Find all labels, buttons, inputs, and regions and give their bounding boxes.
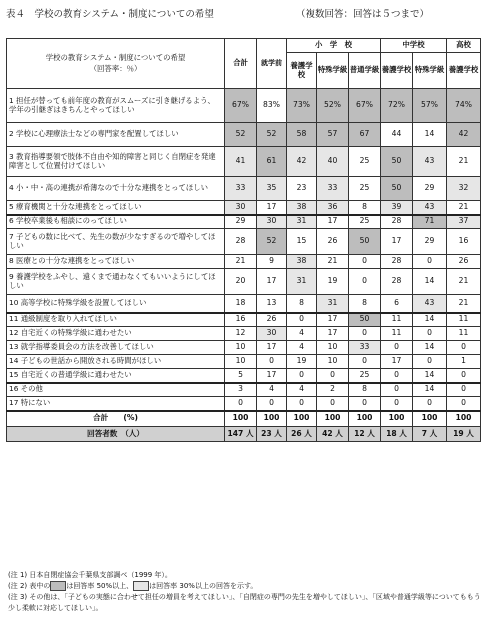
table-row xyxy=(7,89,481,123)
note-2-a: (注 2) 表中の xyxy=(8,581,51,590)
value-cell: 11 xyxy=(447,327,481,341)
value-cell: 11 xyxy=(381,313,413,327)
value-cell: 19 人 xyxy=(447,427,481,442)
value-cell: 10 xyxy=(317,341,349,355)
value-cell: 40 xyxy=(317,147,349,177)
value-cell: 12 人 xyxy=(349,427,381,442)
value-cell: 8 xyxy=(349,201,381,215)
value-cell: 28 xyxy=(381,255,413,269)
value-cell: 100 xyxy=(447,411,481,427)
group-header-high: 高校 xyxy=(447,39,481,53)
table-note: （複数回答：回答は５つまで） xyxy=(296,9,430,20)
value-cell: 50 xyxy=(381,147,413,177)
value-cell: 17 xyxy=(257,341,287,355)
value-cell: 28 xyxy=(381,269,413,295)
value-cell: 15 xyxy=(287,229,317,255)
value-cell: 33 xyxy=(225,177,257,201)
group-header-elementary: 小 学 校 xyxy=(287,39,381,53)
value-cell: 6 xyxy=(381,295,413,313)
total-row-label: 合計 (%) xyxy=(7,411,225,427)
value-cell: 23 xyxy=(287,177,317,201)
value-cell: 0 xyxy=(381,383,413,397)
value-cell: 17 xyxy=(257,201,287,215)
value-cell: 16 xyxy=(225,313,257,327)
value-cell: 8 xyxy=(287,295,317,313)
question-cell: 10 高等学校に特殊学級を設置してほしい xyxy=(7,295,225,313)
value-cell: 0 xyxy=(257,355,287,369)
value-cell: 72% xyxy=(381,89,413,123)
value-cell: 17 xyxy=(317,215,349,229)
value-cell: 21 xyxy=(447,147,481,177)
question-cell: 2 学校に心理療法士などの専門家を配置してほしい xyxy=(7,123,225,147)
value-cell: 0 xyxy=(317,397,349,411)
value-cell: 42 人 xyxy=(317,427,349,442)
value-cell: 0 xyxy=(413,397,447,411)
table-row xyxy=(7,327,481,341)
value-cell: 67% xyxy=(349,89,381,123)
value-cell: 36 xyxy=(317,201,349,215)
group-header-junior: 中学校 xyxy=(381,39,447,53)
question-cell: 15 自宅近くの普通学級に通わせたい xyxy=(7,369,225,383)
question-cell: 5 療育機関と十分な連携をとってほしい xyxy=(7,201,225,215)
question-cell: 9 養護学校をふやし、遠くまで通わなくてもいいようにしてほしい xyxy=(7,269,225,295)
value-cell: 50 xyxy=(349,229,381,255)
value-cell: 31 xyxy=(317,295,349,313)
value-cell: 32 xyxy=(447,177,481,201)
value-cell: 29 xyxy=(413,177,447,201)
value-cell: 30 xyxy=(257,215,287,229)
value-cell: 0 xyxy=(381,341,413,355)
question-cell: 1 担任が替っても前年度の教育がスムーズに引き継げるよう、学年の引継ぎはきちんとやってほしい xyxy=(7,89,225,123)
value-cell: 10 xyxy=(225,341,257,355)
value-cell: 43 xyxy=(413,295,447,313)
value-cell: 25 xyxy=(349,215,381,229)
value-cell: 100 xyxy=(287,411,317,427)
question-cell: 13 就学指導委員会の方法を改善してほしい xyxy=(7,341,225,355)
value-cell: 0 xyxy=(447,369,481,383)
swatch-light xyxy=(133,581,149,591)
value-cell: 41 xyxy=(225,147,257,177)
question-cell: 12 自宅近くの特殊学級に通わせたい xyxy=(7,327,225,341)
value-cell: 83% xyxy=(257,89,287,123)
value-cell: 2 xyxy=(317,383,349,397)
value-cell: 0 xyxy=(317,369,349,383)
value-cell: 25 xyxy=(349,369,381,383)
value-cell: 33 xyxy=(317,177,349,201)
value-cell: 50 xyxy=(381,177,413,201)
value-cell: 17 xyxy=(381,229,413,255)
value-cell: 43 xyxy=(413,147,447,177)
question-cell: 14 子どもの世話から開放される時間がほしい xyxy=(7,355,225,369)
value-cell: 0 xyxy=(349,269,381,295)
value-cell: 35 xyxy=(257,177,287,201)
value-cell: 0 xyxy=(349,255,381,269)
note-2-b: は回答率 50%以上、 xyxy=(66,581,134,590)
header xyxy=(6,4,486,22)
value-cell: 17 xyxy=(257,269,287,295)
value-cell: 43 xyxy=(413,201,447,215)
corner-sub: （回答率：％） xyxy=(89,63,142,73)
value-cell: 29 xyxy=(225,215,257,229)
corner-label: 学校の教育システム・制度についての希望 xyxy=(45,52,186,62)
table-title: 表４ 学校の教育システム・制度についての希望 xyxy=(6,9,214,20)
value-cell: 100 xyxy=(317,411,349,427)
value-cell: 38 xyxy=(287,201,317,215)
value-cell: 61 xyxy=(257,147,287,177)
value-cell: 25 xyxy=(349,177,381,201)
value-cell: 18 xyxy=(225,295,257,313)
note-1: (注 1) 日本自閉症協会千葉県支部調べ（1999 年）。 xyxy=(8,571,172,579)
question-cell: 17 特にない xyxy=(7,397,225,411)
value-cell: 10 xyxy=(317,355,349,369)
value-cell: 0 xyxy=(381,369,413,383)
question-cell: 3 教育指導要領で肢体不自由や知的障害と同じく自閉症を発達障害として位置付けてほしい xyxy=(7,147,225,177)
value-cell: 74% xyxy=(447,89,481,123)
value-cell: 100 xyxy=(381,411,413,427)
value-cell: 21 xyxy=(447,269,481,295)
value-cell: 38 xyxy=(287,255,317,269)
value-cell: 14 xyxy=(413,269,447,295)
value-cell: 30 xyxy=(225,201,257,215)
total-row xyxy=(7,411,481,427)
value-cell: 73% xyxy=(287,89,317,123)
value-cell: 31 xyxy=(287,269,317,295)
value-cell: 67% xyxy=(225,89,257,123)
value-cell: 17 xyxy=(317,327,349,341)
value-cell: 39 xyxy=(381,201,413,215)
value-cell: 25 xyxy=(349,147,381,177)
value-cell: 0 xyxy=(413,327,447,341)
value-cell: 7 人 xyxy=(413,427,447,442)
value-cell: 28 xyxy=(381,215,413,229)
value-cell: 42 xyxy=(287,147,317,177)
value-cell: 9 xyxy=(257,255,287,269)
value-cell: 0 xyxy=(287,369,317,383)
value-cell: 71 xyxy=(413,215,447,229)
table-row xyxy=(7,295,481,313)
value-cell: 1 xyxy=(447,355,481,369)
value-cell: 52 xyxy=(257,229,287,255)
col-header: 特殊学級 xyxy=(317,53,349,89)
value-cell: 17 xyxy=(317,313,349,327)
value-cell: 21 xyxy=(447,201,481,215)
value-cell: 4 xyxy=(287,341,317,355)
table-row xyxy=(7,123,481,147)
question-cell: 8 医療との十分な連携をとってほしい xyxy=(7,255,225,269)
col-header: 養護学校 xyxy=(381,53,413,89)
value-cell: 0 xyxy=(287,313,317,327)
table-row xyxy=(7,355,481,369)
value-cell: 26 xyxy=(257,313,287,327)
col-header: 養護学校 xyxy=(287,53,317,89)
value-cell: 0 xyxy=(413,255,447,269)
value-cell: 57% xyxy=(413,89,447,123)
respondents-row-label: 回答者数 （人） xyxy=(7,427,225,442)
table-row xyxy=(7,177,481,201)
value-cell: 28 xyxy=(225,229,257,255)
swatch-dark xyxy=(50,581,66,591)
col-header: 合計 xyxy=(225,39,257,89)
value-cell: 18 人 xyxy=(381,427,413,442)
value-cell: 29 xyxy=(413,229,447,255)
col-header: 養護学校 xyxy=(447,53,481,89)
value-cell: 44 xyxy=(381,123,413,147)
value-cell: 26 xyxy=(447,255,481,269)
value-cell: 52 xyxy=(257,123,287,147)
value-cell: 100 xyxy=(257,411,287,427)
note-3: (注 3) その他は、「子どもの実態に合わせて担任の増員を考えてほしい」、「自閉症の専門の先生を増やしてほしい」、「区域や普通学級等についてももう少し柔軟に対応してほしい」。 xyxy=(8,592,481,612)
table-row xyxy=(7,229,481,255)
value-cell: 50 xyxy=(349,313,381,327)
value-cell: 20 xyxy=(225,269,257,295)
value-cell: 31 xyxy=(287,215,317,229)
value-cell: 0 xyxy=(349,355,381,369)
table-row xyxy=(7,397,481,411)
question-cell: 4 小・中・高の連携が希薄なので十分な連携をとってほしい xyxy=(7,177,225,201)
value-cell: 5 xyxy=(225,369,257,383)
value-cell: 0 xyxy=(381,397,413,411)
value-cell: 4 xyxy=(257,383,287,397)
value-cell: 14 xyxy=(413,313,447,327)
question-cell: 6 学校卒業後も相談にのってほしい xyxy=(7,215,225,229)
value-cell: 14 xyxy=(413,369,447,383)
table-body xyxy=(7,89,481,442)
value-cell: 17 xyxy=(381,355,413,369)
value-cell: 3 xyxy=(225,383,257,397)
table-row xyxy=(7,369,481,383)
value-cell: 12 xyxy=(225,327,257,341)
corner-header xyxy=(7,39,225,89)
value-cell: 0 xyxy=(257,397,287,411)
value-cell: 14 xyxy=(413,341,447,355)
value-cell: 19 xyxy=(317,269,349,295)
value-cell: 14 xyxy=(413,383,447,397)
value-cell: 100 xyxy=(413,411,447,427)
value-cell: 37 xyxy=(447,215,481,229)
value-cell: 0 xyxy=(447,383,481,397)
table-row xyxy=(7,147,481,177)
question-cell: 16 その他 xyxy=(7,383,225,397)
value-cell: 147 人 xyxy=(225,427,257,442)
notes xyxy=(8,570,484,613)
value-cell: 21 xyxy=(225,255,257,269)
value-cell: 11 xyxy=(381,327,413,341)
value-cell: 33 xyxy=(349,341,381,355)
value-cell: 19 xyxy=(287,355,317,369)
col-header: 就学前 xyxy=(257,39,287,89)
table-row xyxy=(7,255,481,269)
value-cell: 10 xyxy=(225,355,257,369)
question-cell: 11 通級制度を取り入れてほしい xyxy=(7,313,225,327)
table-row xyxy=(7,269,481,295)
col-header: 特殊学級 xyxy=(413,53,447,89)
value-cell: 67 xyxy=(349,123,381,147)
value-cell: 57 xyxy=(317,123,349,147)
table-row xyxy=(7,201,481,215)
value-cell: 0 xyxy=(447,341,481,355)
table-row xyxy=(7,215,481,229)
value-cell: 0 xyxy=(349,397,381,411)
table-row xyxy=(7,383,481,397)
value-cell: 4 xyxy=(287,327,317,341)
value-cell: 0 xyxy=(225,397,257,411)
value-cell: 14 xyxy=(413,123,447,147)
value-cell: 26 人 xyxy=(287,427,317,442)
survey-table xyxy=(6,38,481,442)
value-cell: 0 xyxy=(287,397,317,411)
col-header: 普通学級 xyxy=(349,53,381,89)
value-cell: 11 xyxy=(447,313,481,327)
value-cell: 8 xyxy=(349,383,381,397)
respondents-row xyxy=(7,427,481,442)
value-cell: 0 xyxy=(349,327,381,341)
value-cell: 13 xyxy=(257,295,287,313)
table-row xyxy=(7,313,481,327)
value-cell: 100 xyxy=(225,411,257,427)
value-cell: 100 xyxy=(349,411,381,427)
note-2-c: は回答率 30%以上の回答を示す。 xyxy=(149,581,258,590)
value-cell: 8 xyxy=(349,295,381,313)
value-cell: 26 xyxy=(317,229,349,255)
note-2 xyxy=(8,581,484,592)
value-cell: 21 xyxy=(317,255,349,269)
value-cell: 0 xyxy=(413,355,447,369)
value-cell: 30 xyxy=(257,327,287,341)
value-cell: 17 xyxy=(257,369,287,383)
value-cell: 23 人 xyxy=(257,427,287,442)
value-cell: 16 xyxy=(447,229,481,255)
value-cell: 58 xyxy=(287,123,317,147)
value-cell: 0 xyxy=(447,397,481,411)
value-cell: 21 xyxy=(447,295,481,313)
table-row xyxy=(7,341,481,355)
value-cell: 52% xyxy=(317,89,349,123)
value-cell: 42 xyxy=(447,123,481,147)
value-cell: 4 xyxy=(287,383,317,397)
value-cell: 52 xyxy=(225,123,257,147)
question-cell: 7 子どもの数に比べて、先生の数が少なすぎるので増やしてほしい xyxy=(7,229,225,255)
